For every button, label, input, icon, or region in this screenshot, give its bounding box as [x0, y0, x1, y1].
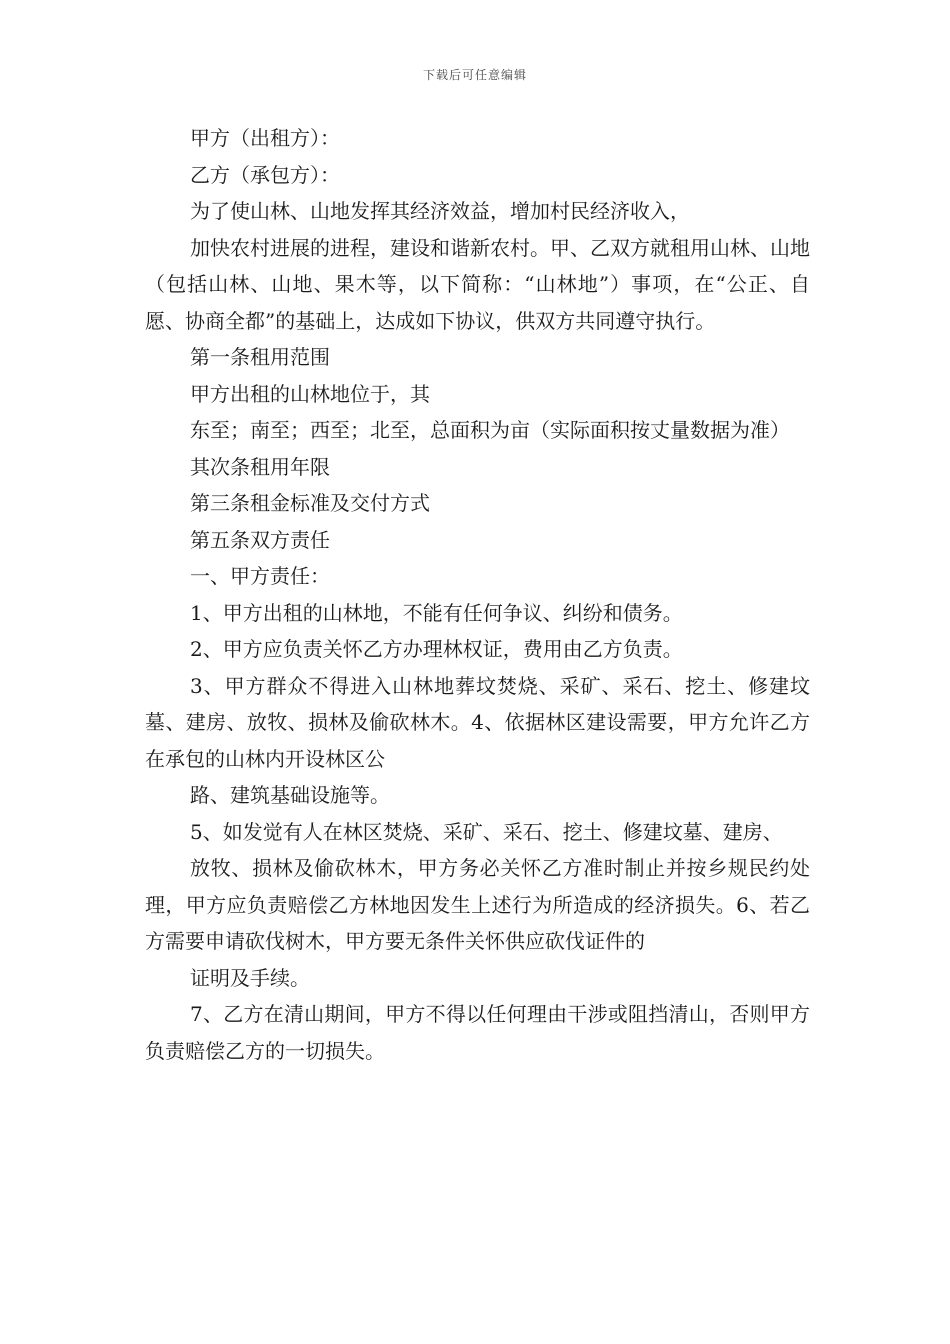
party-a-duties-heading: 一、甲方责任：	[190, 564, 330, 588]
location-paragraph: 甲方出租的山林地位于，其	[190, 381, 430, 406]
clause-2: 2、甲方应负责关怀乙方办理林权证，费用由乙方负责。	[190, 637, 683, 661]
clause-1: 1、甲方出租的山林地，不能有任何争议、纠纷和债务。	[190, 600, 683, 625]
clause-6-continued: 证明及手续。	[190, 965, 310, 990]
boundary-paragraph: 东至；南至；西至；北至，总面积为亩（实际面积按丈量数据为准）	[190, 418, 790, 442]
clause-4-continued: 路、建筑基础设施等。	[190, 783, 390, 807]
intro-paragraph: 为了使山林、山地发挥其经济效益，增加村民经济收入，	[190, 199, 690, 223]
page-header-note: 下载后可任意编辑	[422, 68, 527, 82]
party-a-line: 甲方（出租方）：	[190, 126, 340, 150]
clause-5-6-continued: 放牧、损林及偷砍林木，甲方务必关怀乙方准时制止并按乡规民约处理，甲方应负责赔偿乙方林地因发生上述行为所造成的经济损失。6、若乙方需要申请砍伐树木，甲方要无条件关怀供应砍伐证件的	[145, 856, 810, 953]
clause-5: 5、如发觉有人在林区焚烧、采矿、采石、挖土、修建坟墓、建房、	[190, 819, 783, 844]
article-3-heading: 第三条租金标准及交付方式	[190, 491, 430, 515]
document-body	[145, 120, 810, 1069]
party-b-line: 乙方（承包方）：	[190, 162, 340, 187]
clause-3-4: 3、甲方群众不得进入山林地葬坟焚烧、采矿、采石、挖土、修建坟墓、建房、放牧、损林及偷砍林木。4、依据林区建设需要，甲方允许乙方在承包的山林内开设林区公	[145, 673, 810, 771]
article-2-heading: 其次条租用年限	[190, 454, 330, 479]
clause-7: 7、乙方在清山期间，甲方不得以任何理由干涉或阻挡清山，否则甲方负责赔偿乙方的一切损失。	[145, 1002, 810, 1063]
article-1-heading: 第一条租用范围	[190, 345, 330, 369]
article-5-heading: 第五条双方责任	[190, 527, 330, 552]
preamble-paragraph: 加快农村进展的进程，建设和谐新农村。甲、乙双方就租用山林、山地（包括山林、山地、果木等，以下简称：“山林地”）事项，在“公正、自愿、协商全都”的基础上，达成如下协议，供双方共同遵守执行。	[145, 235, 810, 333]
